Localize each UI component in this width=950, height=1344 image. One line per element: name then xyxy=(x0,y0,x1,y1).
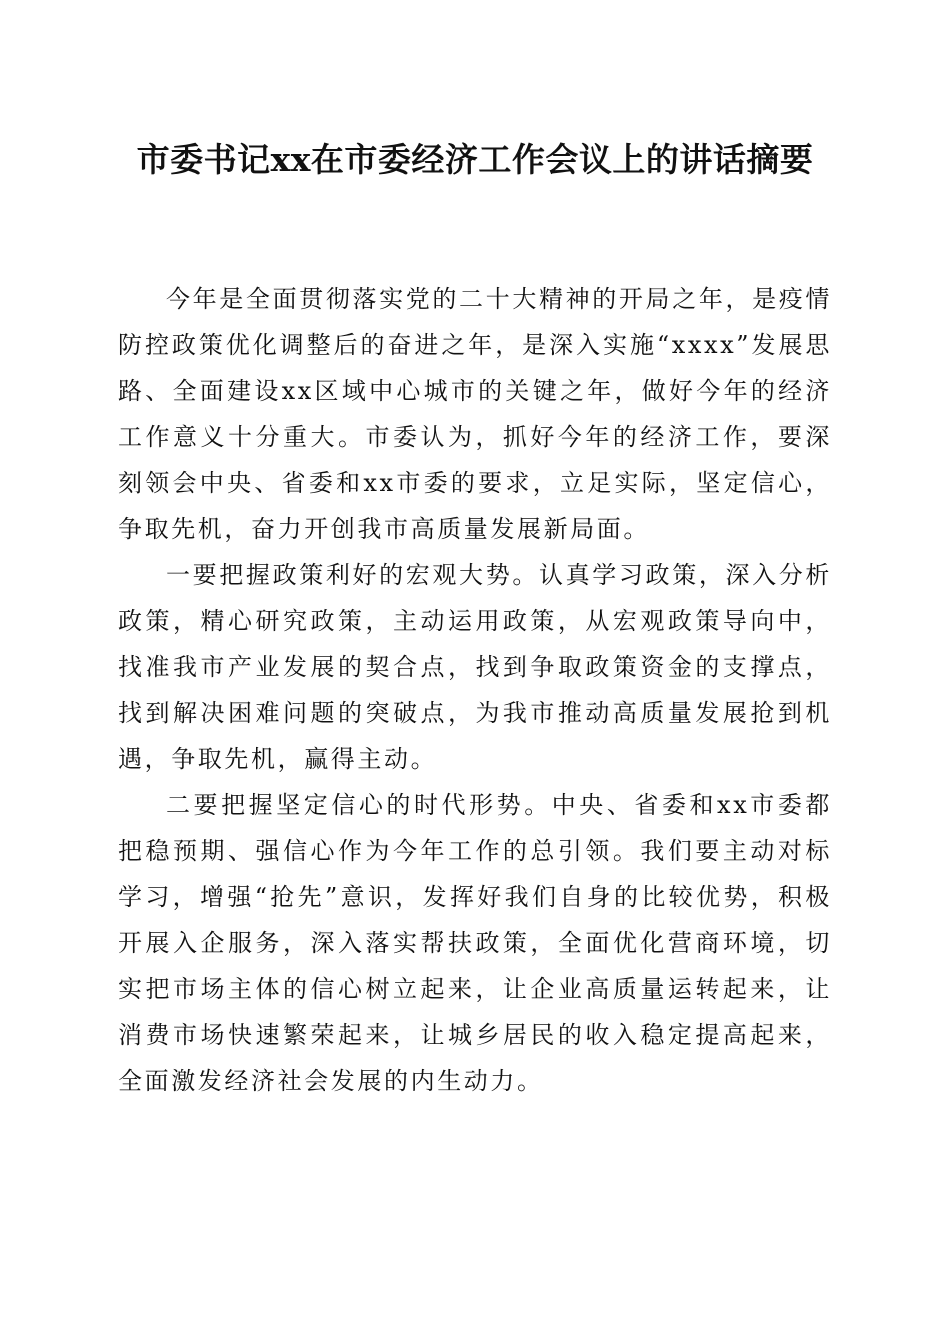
paragraph-point-one: 一要把握政策利好的宏观大势。认真学习政策，深入分析政策，精心研究政策，主动运用政策，从宏观政策导向中，找准我市产业发展的契合点，找到争取政策资金的支撑点，找到解决困难问题的突破点，为我市推动高质量发展抢到机遇，争取先机，赢得主动。 xyxy=(118,561,832,773)
document-body xyxy=(118,276,832,1104)
document-title: 市委书记xx在市委经济工作会议上的讲话摘要 xyxy=(136,140,814,179)
paragraph-intro: 今年是全面贯彻落实党的二十大精神的开局之年，是疫情防控政策优化调整后的奋进之年，是深入实施“xxxx”发展思路、全面建设xx区域中心城市的关键之年，做好今年的经济工作意义十分重大。市委认为，抓好今年的经济工作，要深刻领会中央、省委和xx市委的要求，立足实际，坚定信心，争取先机，奋力开创我市高质量发展新局面。 xyxy=(118,285,832,543)
paragraph-point-two: 二要把握坚定信心的时代形势。中央、省委和xx市委都把稳预期、强信心作为今年工作的总引领。我们要主动对标学习，增强“抢先”意识，发挥好我们自身的比较优势，积极开展入企服务，深入落实帮扶政策，全面优化营商环境，切实把市场主体的信心树立起来，让企业高质量运转起来，让消费市场快速繁荣起来，让城乡居民的收入稳定提高起来，全面激发经济社会发展的内生动力。 xyxy=(118,791,832,1095)
